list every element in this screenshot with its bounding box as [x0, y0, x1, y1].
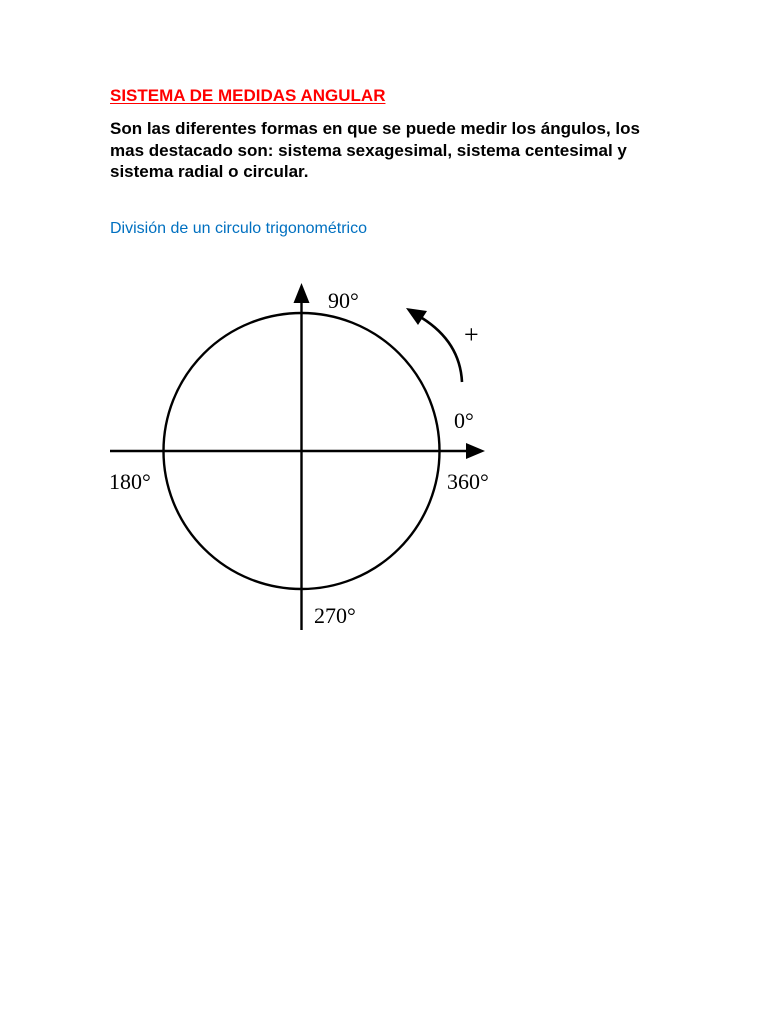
label-positive-sign: + [464, 320, 479, 349]
paragraph-line: sistema radial o circular. [110, 162, 309, 181]
positive-rotation-arrow [422, 318, 462, 382]
horizontal-axis-arrowhead [466, 443, 485, 459]
document-heading: SISTEMA DE MEDIDAS ANGULAR [110, 86, 386, 105]
positive-rotation-arrowhead [406, 308, 427, 325]
intro-paragraph [110, 118, 670, 183]
label-90-degrees: 90° [328, 288, 359, 313]
trigonometric-circle-diagram [100, 270, 530, 640]
label-360-degrees: 360° [447, 469, 489, 494]
vertical-axis-arrowhead [294, 283, 310, 303]
paragraph-line: mas destacado son: sistema sexagesimal, sistema centesimal y [110, 140, 627, 160]
section-subheading: División de un circulo trigonométrico [110, 220, 367, 237]
label-270-degrees: 270° [314, 603, 356, 628]
label-180-degrees: 180° [109, 469, 151, 494]
label-0-degrees: 0° [454, 408, 474, 433]
paragraph-line: Son las diferentes formas en que se puede medir los ángulos, los [110, 119, 640, 138]
